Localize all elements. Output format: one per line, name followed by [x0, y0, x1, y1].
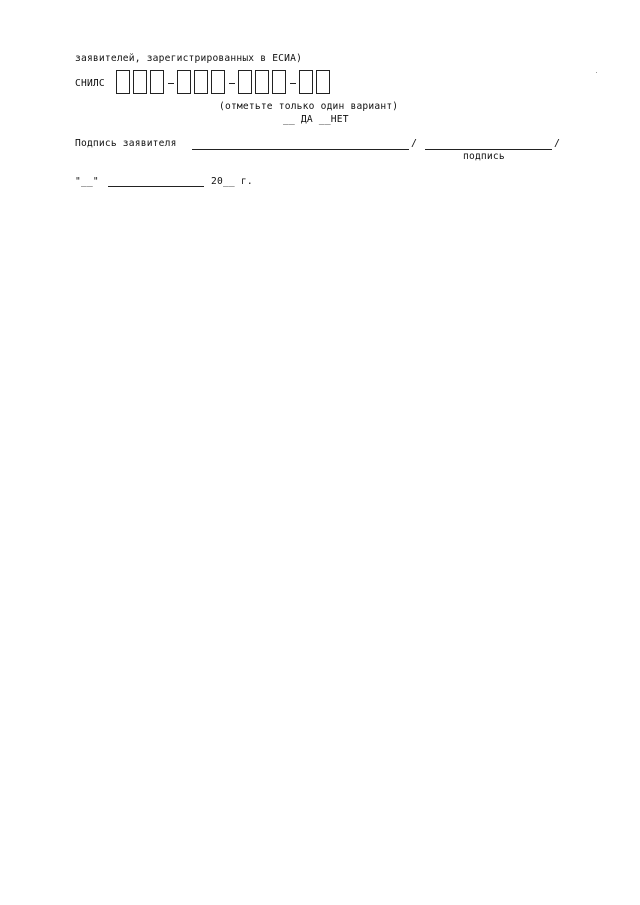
snils-digit-box[interactable]	[116, 70, 130, 94]
signature-slash-2: /	[554, 138, 561, 149]
snils-digit-box[interactable]	[211, 70, 225, 94]
signature-label: Подпись заявителя	[75, 138, 177, 149]
snils-dash	[229, 83, 235, 84]
snils-digit-box[interactable]	[133, 70, 147, 94]
snils-digit-box[interactable]	[272, 70, 286, 94]
scan-speck	[596, 72, 597, 73]
date-year[interactable]: 20__ г.	[211, 176, 253, 187]
snils-digit-box[interactable]	[194, 70, 208, 94]
snils-digit-box[interactable]	[177, 70, 191, 94]
snils-dash	[168, 83, 174, 84]
signature-slash-1: /	[411, 138, 418, 149]
snils-digit-box[interactable]	[255, 70, 269, 94]
choice-instruction: (отметьте только один вариант)	[219, 101, 399, 112]
snils-dash	[290, 83, 296, 84]
date-day[interactable]: "__"	[75, 176, 99, 187]
date-month-line[interactable]	[108, 186, 204, 187]
signature-caption: подпись	[463, 151, 505, 162]
snils-digit-box[interactable]	[299, 70, 313, 94]
header-line: заявителей, зарегистрированных в ЕСИА)	[75, 53, 303, 64]
snils-label: СНИЛС	[75, 78, 105, 89]
signature-name-line[interactable]	[192, 149, 409, 150]
snils-digit-box[interactable]	[150, 70, 164, 94]
signature-line[interactable]	[425, 149, 552, 150]
snils-boxes[interactable]	[116, 70, 333, 94]
snils-digit-box[interactable]	[316, 70, 330, 94]
snils-digit-box[interactable]	[238, 70, 252, 94]
choice-options[interactable]: __ ДА __НЕТ	[283, 114, 349, 125]
